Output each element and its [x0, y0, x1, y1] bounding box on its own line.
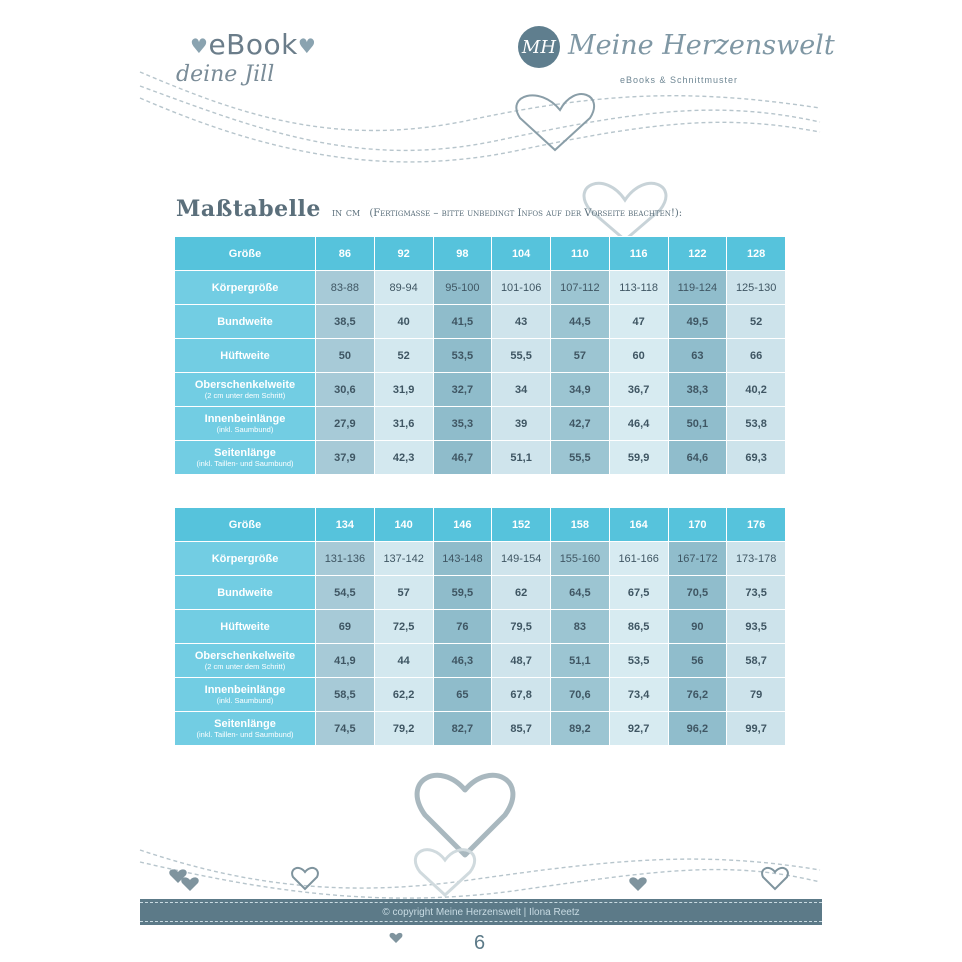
row-label — [175, 305, 316, 339]
row-label — [175, 441, 316, 475]
table-cell: 131-136 — [316, 542, 375, 576]
table-cell: 44 — [374, 644, 433, 678]
table-cell: 155-160 — [551, 542, 610, 576]
table-cell: 76,2 — [668, 678, 727, 712]
table-cell: 40 — [374, 305, 433, 339]
footer-stitch-top — [140, 902, 822, 903]
table-cell: 90 — [668, 610, 727, 644]
top-stitch-line-2 — [140, 86, 820, 150]
table-cell: 93,5 — [727, 610, 786, 644]
row-label-text: Seitenlänge — [214, 718, 276, 730]
section-title-note: (Fertigmaße – bitte unbedingt Infos auf der Vorseite beachten!): — [369, 208, 683, 219]
header-label-size: Größe — [175, 508, 316, 542]
table-cell: 59,9 — [609, 441, 668, 475]
table-cell: 37,9 — [316, 441, 375, 475]
table-row — [175, 305, 786, 339]
brand-logo: MH — [518, 26, 560, 68]
table-cell: 31,9 — [374, 373, 433, 407]
table-cell: 67,5 — [609, 576, 668, 610]
ebook-label: eBook — [208, 28, 298, 61]
table-cell: 40,2 — [727, 373, 786, 407]
table-row — [175, 644, 786, 678]
table-cell: 35,3 — [433, 407, 492, 441]
table-cell: 95-100 — [433, 271, 492, 305]
table-cell: 137-142 — [374, 542, 433, 576]
top-heart-outline — [516, 94, 594, 150]
row-label-text: Körpergröße — [211, 281, 279, 294]
table-cell: 41,9 — [316, 644, 375, 678]
table-cell: 58,5 — [316, 678, 375, 712]
table-header-row — [175, 508, 786, 542]
table-cell: 101-106 — [492, 271, 551, 305]
footer-stitch-bottom — [140, 921, 822, 922]
row-label-text: Innenbeinlänge — [204, 413, 286, 425]
table-row — [175, 407, 786, 441]
table-cell: 89-94 — [374, 271, 433, 305]
table-row — [175, 712, 786, 746]
table-cell: 43 — [492, 305, 551, 339]
brand-tagline: eBooks & Schnittmuster — [620, 75, 739, 85]
table-cell: 74,5 — [316, 712, 375, 746]
row-label — [175, 407, 316, 441]
table-cell: 46,7 — [433, 441, 492, 475]
table-cell: 73,4 — [609, 678, 668, 712]
table-cell: 83-88 — [316, 271, 375, 305]
table-cell: 79 — [727, 678, 786, 712]
table-cell: 58,7 — [727, 644, 786, 678]
table-cell: 51,1 — [492, 441, 551, 475]
table-cell: 52 — [727, 305, 786, 339]
table-cell: 42,3 — [374, 441, 433, 475]
table-cell: 50 — [316, 339, 375, 373]
small-heart-right-1 — [629, 877, 646, 891]
top-stitch-line-3 — [140, 98, 820, 162]
table-cell: 57 — [374, 576, 433, 610]
table-cell: 41,5 — [433, 305, 492, 339]
table-cell: 42,7 — [551, 407, 610, 441]
table-row — [175, 610, 786, 644]
table-cell: 70,6 — [551, 678, 610, 712]
size-column-header: 128 — [727, 237, 786, 271]
small-heart-left-1 — [169, 869, 186, 883]
table-cell: 34,9 — [551, 373, 610, 407]
bottom-stitch-line-2 — [140, 862, 820, 898]
ebook-subtitle: deine Jill — [176, 62, 275, 87]
table-cell: 64,5 — [551, 576, 610, 610]
table-cell: 36,7 — [609, 373, 668, 407]
table-row — [175, 271, 786, 305]
heart-outline-right — [762, 868, 788, 889]
size-column-header: 146 — [433, 508, 492, 542]
small-heart-bottom — [390, 933, 403, 943]
section-title-unit: in cm — [331, 205, 361, 219]
table-cell: 55,5 — [492, 339, 551, 373]
size-column-header: 152 — [492, 508, 551, 542]
row-label — [175, 644, 316, 678]
row-sublabel: (inkl. Saumbund) — [216, 696, 274, 705]
row-label — [175, 271, 316, 305]
size-column-header: 104 — [492, 237, 551, 271]
header-label-size: Größe — [175, 237, 316, 271]
size-column-header: 164 — [609, 508, 668, 542]
row-label-text: Hüftweite — [220, 349, 270, 362]
table-cell: 73,5 — [727, 576, 786, 610]
table-cell: 59,5 — [433, 576, 492, 610]
size-column-header: 176 — [727, 508, 786, 542]
table-cell: 44,5 — [551, 305, 610, 339]
table-cell: 113-118 — [609, 271, 668, 305]
table-cell: 67,8 — [492, 678, 551, 712]
row-sublabel: (2 cm unter dem Schritt) — [204, 662, 286, 671]
size-column-header: 86 — [316, 237, 375, 271]
table-cell: 39 — [492, 407, 551, 441]
table-cell: 55,5 — [551, 441, 610, 475]
table-cell: 72,5 — [374, 610, 433, 644]
table-cell: 38,5 — [316, 305, 375, 339]
row-label-text: Bundweite — [217, 586, 273, 599]
size-column-header: 140 — [374, 508, 433, 542]
row-label — [175, 576, 316, 610]
row-sublabel: (inkl. Taillen- und Saumbund) — [196, 459, 294, 468]
row-label-text: Oberschenkelweite — [194, 379, 296, 391]
heart-icon: ♥ — [297, 34, 317, 58]
table-cell: 57 — [551, 339, 610, 373]
table-cell: 53,5 — [609, 644, 668, 678]
size-column-header: 92 — [374, 237, 433, 271]
row-label — [175, 678, 316, 712]
table-cell: 31,6 — [374, 407, 433, 441]
size-column-header: 110 — [551, 237, 610, 271]
table-cell: 66 — [727, 339, 786, 373]
faded-heart-bottom — [415, 850, 474, 895]
table-cell: 49,5 — [668, 305, 727, 339]
table-cell: 167-172 — [668, 542, 727, 576]
brand-name: Meine Herzenswelt — [568, 30, 835, 61]
table-cell: 53,5 — [433, 339, 492, 373]
table-cell: 79,5 — [492, 610, 551, 644]
size-column-header: 122 — [668, 237, 727, 271]
table-header-row — [175, 237, 786, 271]
table-cell: 143-148 — [433, 542, 492, 576]
table-cell: 96,2 — [668, 712, 727, 746]
table-cell: 47 — [609, 305, 668, 339]
row-label-text: Seitenlänge — [214, 447, 276, 459]
row-label — [175, 610, 316, 644]
size-table — [174, 236, 786, 475]
table-cell: 30,6 — [316, 373, 375, 407]
small-heart-left-2 — [181, 877, 198, 891]
row-label — [175, 712, 316, 746]
row-label-text: Oberschenkelweite — [194, 650, 296, 662]
table-cell: 54,5 — [316, 576, 375, 610]
table-row — [175, 441, 786, 475]
table-cell: 119-124 — [668, 271, 727, 305]
table-cell: 173-178 — [727, 542, 786, 576]
table-cell: 99,7 — [727, 712, 786, 746]
table-cell: 149-154 — [492, 542, 551, 576]
table-row — [175, 339, 786, 373]
table-cell: 86,5 — [609, 610, 668, 644]
row-label — [175, 373, 316, 407]
table-cell: 53,8 — [727, 407, 786, 441]
table-cell: 82,7 — [433, 712, 492, 746]
row-label — [175, 542, 316, 576]
table-cell: 52 — [374, 339, 433, 373]
table-cell: 60 — [609, 339, 668, 373]
table-cell: 65 — [433, 678, 492, 712]
size-column-header: 158 — [551, 508, 610, 542]
copyright-text: © copyright Meine Herzenswelt | Ilona Reetz — [382, 907, 580, 918]
table-cell: 92,7 — [609, 712, 668, 746]
table-cell: 107-112 — [551, 271, 610, 305]
row-label — [175, 339, 316, 373]
size-column-header: 116 — [609, 237, 668, 271]
table-row — [175, 678, 786, 712]
table-cell: 69,3 — [727, 441, 786, 475]
table-cell: 62,2 — [374, 678, 433, 712]
table-cell: 85,7 — [492, 712, 551, 746]
table-cell: 48,7 — [492, 644, 551, 678]
row-label-text: Körpergröße — [211, 552, 279, 565]
heart-outline-center-left — [292, 868, 318, 889]
row-sublabel: (2 cm unter dem Schritt) — [204, 391, 286, 400]
row-sublabel: (inkl. Saumbund) — [216, 425, 274, 434]
table-cell: 125-130 — [727, 271, 786, 305]
table-cell: 63 — [668, 339, 727, 373]
table-cell: 32,7 — [433, 373, 492, 407]
table-cell: 83 — [551, 610, 610, 644]
table-cell: 46,4 — [609, 407, 668, 441]
table-cell: 89,2 — [551, 712, 610, 746]
size-table — [174, 507, 786, 746]
table-cell: 79,2 — [374, 712, 433, 746]
table-cell: 51,1 — [551, 644, 610, 678]
large-heart-bottom — [417, 775, 513, 855]
table-cell: 161-166 — [609, 542, 668, 576]
table-row — [175, 576, 786, 610]
row-label-text: Bundweite — [217, 315, 273, 328]
row-label-text: Innenbeinlänge — [204, 684, 286, 696]
section-title-main: Maßtabelle — [176, 196, 321, 222]
section-title — [176, 196, 682, 222]
bottom-stitch-line-1 — [140, 850, 820, 888]
size-column-header: 98 — [433, 237, 492, 271]
table-cell: 76 — [433, 610, 492, 644]
row-sublabel: (inkl. Taillen- und Saumbund) — [196, 730, 294, 739]
table-cell: 34 — [492, 373, 551, 407]
size-column-header: 170 — [668, 508, 727, 542]
table-cell: 50,1 — [668, 407, 727, 441]
table-cell: 38,3 — [668, 373, 727, 407]
table-cell: 56 — [668, 644, 727, 678]
page-number: 6 — [474, 932, 486, 954]
table-cell: 70,5 — [668, 576, 727, 610]
row-label-text: Hüftweite — [220, 620, 270, 633]
table-row — [175, 542, 786, 576]
size-column-header: 134 — [316, 508, 375, 542]
ebook-title — [190, 28, 316, 61]
table-cell: 69 — [316, 610, 375, 644]
table-row — [175, 373, 786, 407]
table-cell: 64,6 — [668, 441, 727, 475]
table-cell: 46,3 — [433, 644, 492, 678]
heart-icon: ♥ — [190, 34, 209, 58]
table-cell: 62 — [492, 576, 551, 610]
table-cell: 27,9 — [316, 407, 375, 441]
